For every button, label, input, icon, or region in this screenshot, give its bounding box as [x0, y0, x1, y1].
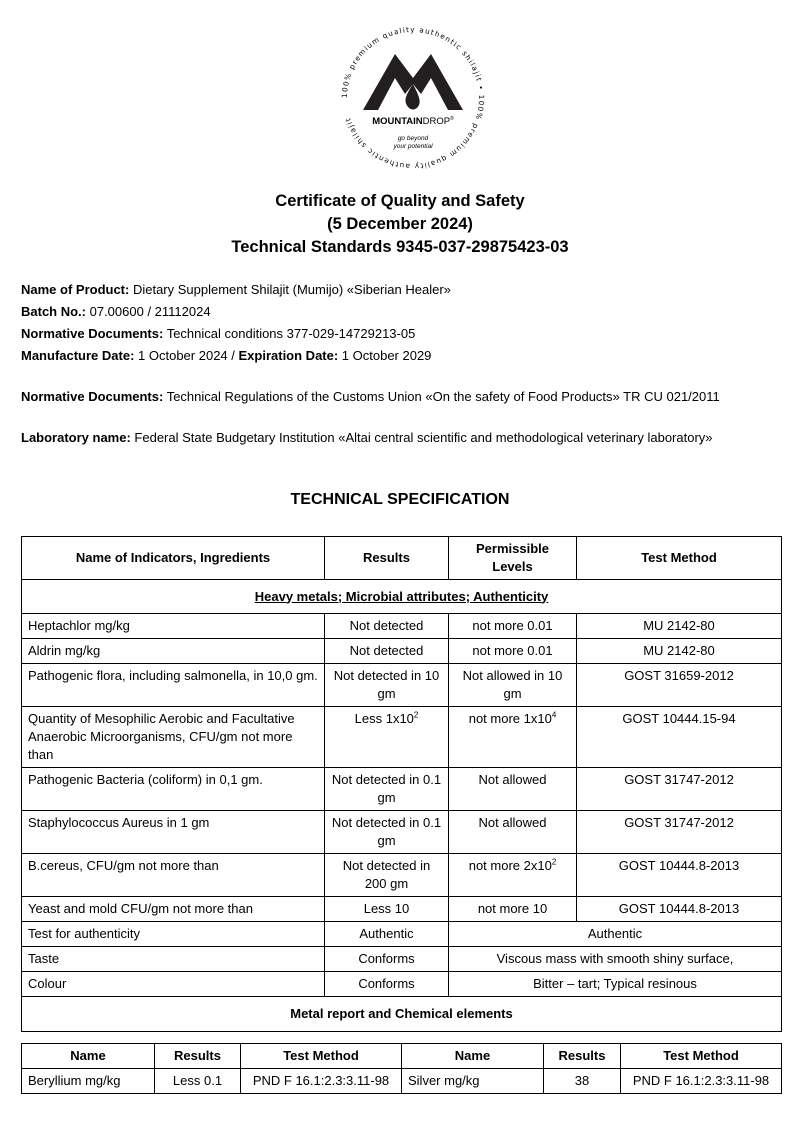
table-row: [22, 768, 782, 811]
table-row: [22, 811, 782, 854]
method-cell: GOST 31747-2012: [577, 811, 782, 854]
logo-tagline-2: your potential: [393, 143, 433, 150]
level-cell: Not allowed: [449, 811, 577, 854]
method-cell: MU 2142-80: [577, 614, 782, 639]
level-cell: not more $2x10^2$: [449, 854, 577, 897]
indicator-cell: Staphylococcus Aureus in 1 gm: [22, 811, 325, 854]
result-cell: Not detected in 10 gm: [325, 664, 449, 707]
logo-ring-text: 100% premium quality authentic shilajit • 100% premium quality authentic shilajit: [339, 24, 487, 172]
section-row: [22, 997, 782, 1032]
table-row: [22, 1069, 782, 1094]
result-cell: Not detected in 0.1 gm: [325, 768, 449, 811]
metal-report-table: [21, 1043, 782, 1094]
method-cell: GOST 10444.8-2013: [577, 897, 782, 922]
table-row: [22, 854, 782, 897]
indicator-cell: Pathogenic Bacteria (coliform) in 0,1 gm.: [22, 768, 325, 811]
merged-cell: Viscous mass with smooth shiny surface,: [449, 947, 782, 972]
level-cell: not more $1x10^4$: [449, 707, 577, 768]
certificate-title: Certificate of Quality and Safety: [275, 192, 525, 210]
indicator-cell: Quantity of Mesophilic Aerobic and Facultative Anaerobic Microorganisms, CFU/gm not more than: [22, 707, 325, 768]
header-name: Name: [22, 1044, 155, 1069]
indicator-cell: Aldrin mg/kg: [22, 639, 325, 664]
result-cell: Authentic: [325, 922, 449, 947]
method-cell: GOST 10444.15-94: [577, 707, 782, 768]
result-cell: Less 0.1: [155, 1069, 241, 1094]
certificate-date: (5 December 2024): [327, 215, 473, 233]
indicator-cell: Heptachlor mg/kg: [22, 614, 325, 639]
table-row: [22, 972, 782, 997]
certificate-title-block: [0, 190, 800, 259]
table-row: [22, 614, 782, 639]
indicator-cell: Test for authenticity: [22, 922, 325, 947]
indicator-cell: B.cereus, CFU/gm not more than: [22, 854, 325, 897]
level-cell: not more 10: [449, 897, 577, 922]
method-cell: PND F 16.1:2.3:3.11-98: [241, 1069, 402, 1094]
header-method: Test Method: [577, 537, 782, 580]
method-cell: MU 2142-80: [577, 639, 782, 664]
technical-spec-table: [21, 536, 782, 1032]
logo-wordmark: MOUNTAINDROP®: [372, 116, 454, 127]
product-info: [21, 279, 451, 367]
element-name-cell: Silver mg/kg: [402, 1069, 544, 1094]
result-cell: Less $1x10^2$: [325, 707, 449, 768]
logo-tagline-1: go beyond: [397, 135, 429, 142]
element-name-cell: Beryllium mg/kg: [22, 1069, 155, 1094]
laboratory-line: Laboratory name: Federal State Budgetary Institution «Altai central scientific and methodological veterinary laboratory»: [21, 430, 713, 445]
indicator-cell: Colour: [22, 972, 325, 997]
method-cell: GOST 31747-2012: [577, 768, 782, 811]
header-results: Results: [155, 1044, 241, 1069]
method-cell: GOST 10444.8-2013: [577, 854, 782, 897]
result-cell: Not detected: [325, 639, 449, 664]
normative-documents-line: Normative Documents: Technical conditions 377-029-14729213-05: [21, 326, 416, 341]
result-cell: Conforms: [325, 947, 449, 972]
method-cell: GOST 31659-2012: [577, 664, 782, 707]
level-cell: Not allowed: [449, 768, 577, 811]
section-row: [22, 580, 782, 614]
merged-cell: Authentic: [449, 922, 782, 947]
dates-line: Manufacture Date: 1 October 2024 / Expiration Date: 1 October 2029: [21, 348, 432, 363]
section-metal-report: Metal report and Chemical elements: [22, 997, 782, 1032]
level-cell: not more 0.01: [449, 639, 577, 664]
method-cell: PND F 16.1:2.3:3.11-98: [621, 1069, 782, 1094]
header-method: Test Method: [241, 1044, 402, 1069]
table-row: [22, 922, 782, 947]
result-cell: Not detected: [325, 614, 449, 639]
section-heavy-metals: Heavy metals; Microbial attributes; Authenticity: [22, 580, 782, 614]
result-cell: Less 10: [325, 897, 449, 922]
metal-header-row: [22, 1044, 782, 1069]
result-cell: 38: [544, 1069, 621, 1094]
level-cell: not more 0.01: [449, 614, 577, 639]
normative-regulations-line: Normative Documents: Technical Regulations of the Customs Union «On the safety of Food Products» TR CU 021/2011: [21, 389, 720, 404]
header-name: Name: [402, 1044, 544, 1069]
level-cell: Not allowed in 10 gm: [449, 664, 577, 707]
spec-title: TECHNICAL SPECIFICATION: [290, 491, 510, 508]
header-indicator: Name of Indicators, Ingredients: [22, 537, 325, 580]
indicator-cell: Taste: [22, 947, 325, 972]
table-row: [22, 947, 782, 972]
table-row: [22, 707, 782, 768]
spec-header-row: [22, 537, 782, 580]
mountaindrop-logo: [333, 18, 493, 178]
header-results: Results: [325, 537, 449, 580]
table-row: [22, 897, 782, 922]
merged-cell: Bitter – tart; Typical resinous: [449, 972, 782, 997]
header-levels: Permissible Levels: [449, 537, 577, 580]
batch-line: Batch No.: 07.00600 / 21112024: [21, 304, 211, 319]
technical-standards: Technical Standards 9345-037-29875423-03: [231, 238, 569, 256]
table-row: [22, 664, 782, 707]
header-results: Results: [544, 1044, 621, 1069]
result-cell: Not detected in 200 gm: [325, 854, 449, 897]
result-cell: Conforms: [325, 972, 449, 997]
product-name-line: Name of Product: Dietary Supplement Shilajit (Mumijo) «Siberian Healer»: [21, 282, 451, 297]
result-cell: Not detected in 0.1 gm: [325, 811, 449, 854]
table-row: [22, 639, 782, 664]
indicator-cell: Pathogenic flora, including salmonella, in 10,0 gm.: [22, 664, 325, 707]
header-method: Test Method: [621, 1044, 782, 1069]
indicator-cell: Yeast and mold CFU/gm not more than: [22, 897, 325, 922]
logo-emblem: [333, 18, 493, 178]
